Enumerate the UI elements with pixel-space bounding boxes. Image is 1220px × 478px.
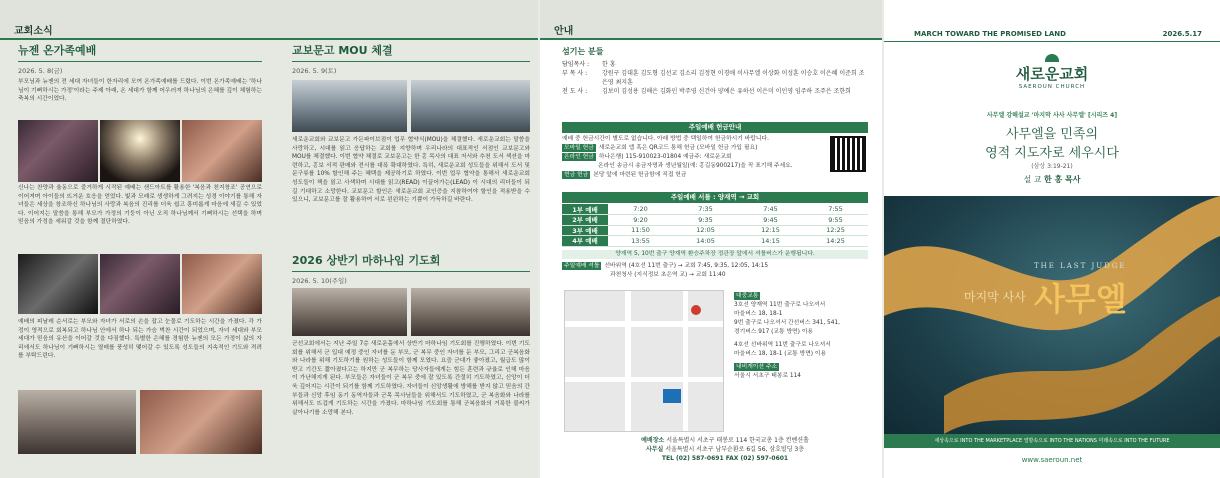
weekday-shuttle: 주일예배 셔틀 선바위역 (4호선 11번 출구) → 교회 7:45, 9:35, 12:05, 14:15 과천청사 (지식정보 초은역 교) → 교회 11:40 <box>564 263 769 278</box>
shuttle-time: 9:35 <box>673 215 738 226</box>
nav-tag: 내비게이션 주소 <box>736 364 778 370</box>
shuttle-time: 11:50 <box>608 225 673 236</box>
station-marker-icon <box>691 305 701 315</box>
sermon-series: 사무엘 강해설교 '마지막 사사 사무엘' [시리즈 4] <box>986 112 1118 119</box>
news-column-2 <box>292 42 530 78</box>
shuttle-row <box>562 236 868 247</box>
transit-tag: 대중교통 <box>736 293 759 299</box>
article-paragraph: 군선교회에서는 지난 주일 7층 새로운홀에서 상반기 마하나임 기도회를 진행하였다. 이번 기도회를 위해서 군 입대 예정 중인 자녀를 둔 부모, 군 복무 중인 자녀를 둔 부모, 그리고 군복음화와 나라를 위해 기도하기를 원하는 성도들이 함께 모였다. 요즘 군대가 좋아졌고, 월급도 많이 받고 기간도 짧아졌다고는 하지만 군 복무하는 당사자들에게는 힘든 훈련과 규율로 인해 마음이 가난해지게 된다. 부모들은 자녀들이 군 복무 중에 잘 있도록 간절히 기도하였고, 신앙이 더욱 깊어지는 시간이 되기를 함께 기도하였다. 자녀들이 신앙생활에 방해를 받지 않고 믿음의 간부들과 신앙 후임 동기 동역자들과 군목 목사님들을 위해서도 기도하였고, 군 복음화와 나라를 위해서도 뜨겁게 기도하는 시간을 가졌다. 마하나임 기도회를 통해 군복음화의 거룩한 불씨가 살아나기를 소망해 본다. <box>292 341 530 416</box>
church-logo <box>884 54 1220 90</box>
service-name: 4부 예배 <box>562 236 608 247</box>
congregation-photo <box>18 390 136 454</box>
shuttle-time: 9:45 <box>738 215 803 226</box>
offering-bar: 주일예배 헌금안내 <box>562 122 868 133</box>
cover-slogan: MARCH TOWARD THE PROMISED LAND <box>914 30 1066 38</box>
band-eng-title: THE LAST JUDGE <box>1034 262 1127 270</box>
shuttle-time: 14:05 <box>673 236 738 247</box>
sermon-title-2: 영적 지도자로 세우시다 <box>985 146 1119 161</box>
shuttle-time: 12:05 <box>673 225 738 236</box>
church-eng-name: SAEROUN CHURCH <box>1018 84 1086 90</box>
band-main-title: 사무엘 <box>1034 280 1127 318</box>
news-page <box>0 0 538 478</box>
contact-numbers: TEL (02) 587-0691 FAX (02) 597-0601 <box>661 455 789 462</box>
sermon-title-1: 사무엘을 민족의 <box>1005 127 1099 142</box>
service-name: 2부 예배 <box>562 215 608 226</box>
shuttle-row <box>562 215 868 226</box>
info-header: 안내 <box>554 26 574 37</box>
shuttle-time: 14:25 <box>803 236 868 247</box>
church-location-icon <box>663 389 681 403</box>
article-paragraph: 예배의 피날레 순서로는 부모와 자녀가 서로의 손을 잡고 눈물로 기도하는 시간을 가졌다. 각 가정이 영적으로 회복되고 하나님 안에서 하나 되는 가슴 벅찬 시간이 되었으며, 자녀 세대와 부모 세대가 믿음의 유산을 이어갈 것을 다짐했다. 특별한 은혜를 경험한 뉴젠의 모든 가정이 삶의 자리에서도 하나님이 기뻐하시는 열매를 풍성히 맺어갈 수 있도록 성도들의 지속적인 기도와 격려를 부탁드린다. <box>18 319 262 360</box>
article-paragraph: 신나는 찬양과 율동으로 즐거하게 시작된 예배는 샌드아트를 활용한 '복음과 천지창조' 공연으로 이어져며 아이들의 뜨거운 호응을 얻었다. 빛과 모래로 생생하게 그려지는 성경 이야기를 통해 자녀들은 세상을 창조하신 하나님의 사랑과 복음의 진리를 더욱 쉽고 흥미롭게 마음에 새길 수 있었다. 이어지는 말씀을 통해 부모가 가정의 기둥이 아닌 오직 하나님께서 기뻐하시는 선택을 하며 믿음의 가정을 세워갈 것을 함께 결단하였다. <box>18 185 262 226</box>
mou-signing-photo <box>292 80 407 132</box>
article-title: 뉴젠 온가족예배 <box>18 42 262 62</box>
staff-row: 담임목사 : 한 홍 <box>562 61 616 68</box>
shuttle-time: 14:15 <box>738 236 803 247</box>
info-header-bar <box>540 0 882 40</box>
info-page <box>540 0 882 478</box>
shuttle-time: 7:20 <box>608 204 673 215</box>
article-date: 2026. 5. 9(토) <box>292 67 337 75</box>
cover-mission: 세상속으로 INTO THE MARKETPLACE 열방속으로 INTO THE NATIONS 미래속으로 INTO THE FUTURE <box>934 438 1170 444</box>
shuttle-time: 7:55 <box>803 204 868 215</box>
staff-row: 전 도 사 : 김보미 김성용 김해은 김화인 박주영 신건아 양예은 유하선 이은미 이인영 임주하 조주은 조한희 <box>562 88 851 95</box>
cover-top-bar <box>884 28 1220 42</box>
shuttle-time: 9:55 <box>803 215 868 226</box>
shuttle-time: 7:35 <box>673 204 738 215</box>
sand-art-cross-photo <box>18 254 98 314</box>
online-offering-tag: 온라인 헌금 <box>564 154 594 160</box>
cash-offering-tag: 현금 헌금 <box>564 172 589 178</box>
qr-code-icon[interactable] <box>830 136 866 172</box>
shuttle-time: 12:25 <box>803 225 868 236</box>
family-prayer-photo <box>182 254 262 314</box>
shuttle-time: 12:15 <box>738 225 803 236</box>
staff-title: 섬기는 분들 <box>562 47 604 56</box>
cover-page <box>884 0 1220 478</box>
hug-photo <box>140 390 262 454</box>
staff-section <box>562 46 868 96</box>
family-worship-photo <box>18 120 98 182</box>
news-column-2b <box>292 252 530 288</box>
shuttle-bar: 주일예배 서틀 : 양재역 → 교회 <box>562 192 868 203</box>
shuttle-time: 7:45 <box>738 204 803 215</box>
website-link[interactable]: www.saeroun.net <box>1021 456 1083 464</box>
location-map[interactable] <box>564 290 724 432</box>
scripture: (삼상 3:19-21) <box>1031 163 1073 170</box>
praise-photo <box>182 120 262 182</box>
service-name: 1부 예배 <box>562 204 608 215</box>
cover-footer-bar <box>884 434 1220 448</box>
mou-group-photo <box>411 80 530 132</box>
offering-intro: 예배 중 헌금시간이 별도로 없습니다. 아래 방법 중 택일하여 헌금하시기 바랍니다. <box>562 136 769 142</box>
prayer-meeting-photo <box>292 288 407 336</box>
article-date: 2026. 5. 8(금) <box>18 67 63 75</box>
article-paragraph: 부모님과 뉴젠의 전 세대 자녀들이 한자리에 모여 온가족예배를 드렸다. 이번 온가족예배는 '하나님이 기뻐하시는 가정'이라는 주제 아래, 온 세대가 함께 어우러져 하나님의 은혜를 깊이 체험하는 축복의 시간이었다. <box>18 79 262 103</box>
shuttle-row <box>562 225 868 236</box>
shuttle-tag: 주일예배 셔틀 <box>564 263 600 269</box>
cover-artwork <box>884 196 1220 434</box>
prayer-photo <box>100 254 180 314</box>
shuttle-table <box>562 204 868 247</box>
transit-section: 대중교통 3호선 양재역 11번 출구로 나오셔서 마을버스 18, 18-1 9번 출구로 나오셔서 간선버스 341, 541, 경기버스 917 (교통 방면) 이용 4호선 선바위역 11번 출구로 나오셔서 마을버스 18, 18-1 (교통 방면) 이용 내비게이션 주소 서울시 서초구 태봉로 114 <box>734 293 840 379</box>
preacher-label: 설 교 <box>1023 175 1042 184</box>
leaf-icon <box>1045 54 1059 62</box>
shuttle-time: 13:55 <box>608 236 673 247</box>
mobile-offering-tag: 모바일 헌금 <box>564 145 594 151</box>
news-header-bar <box>0 0 538 40</box>
band-subtitle: 마지막 사사 <box>964 290 1026 304</box>
news-header: 교회소식 <box>14 26 53 37</box>
service-name: 3부 예배 <box>562 225 608 236</box>
article-title: 2026 상반기 마하나임 기도회 <box>292 252 530 272</box>
sand-art-photo <box>100 120 180 182</box>
offering-section: 예배 중 헌금시간이 별도로 없습니다. 아래 방법 중 택일하여 헌금하시기 바랍니다. 모바일 헌금 새로운교회 앱 혹은 QR코드 통해 헌금 (모바일 헌금 가입 필요) 온라인 헌금 하나은행) 115-910023-01804 예금주: 새로운교회 온라인 송금시 송금자명과 생년월일(예: 홍길동900217)을 꼭 표기해 주세요. 현금 헌금 본당 앞에 마련된 헌금함에 직접 헌금 <box>562 135 822 180</box>
news-column-1 <box>18 42 262 112</box>
article-paragraph: 새로운교회와 교보문고 가든파이브점이 업무 협약식(MOU)을 체결했다. 새로운교회는 말씀을 사랑하고, 시대를 읽고 응답하는 교회를 지향하며 우리나라의 대표적인 서점인 교보문고와 MOU를 체결했다. 이번 협약 체결로 교보문고는 한 홍 목사의 대표 저서와 추천 도서 섹션을 마련하고, 홍보 서적 판매와 전시를 대폭 확대하였다. 특히, 새로운교회 성도들을 위해서 도서 및 문구류를 10% 할인해 주는 혜택을 제공하기로 하였다. 이번 업무 협약을 통해서 새로운교회 성도들이 책을 읽고 사색하며 시대를 읽고(READ) 이끌어가는(LEAD) 이 시대의 리더들이 되길 기대하고 소망한다. 교보문고 할인은 새로운교회 교인증을 지참하여야 할인을 적용받을 수 있으니, 교보문고를 잘 활용하여 서로 윈윈하는 기쁨이 가득하길 바란다. <box>292 137 530 204</box>
shuttle-row <box>562 204 868 215</box>
shuttle-time: 9:20 <box>608 215 673 226</box>
preacher-name: 한 홍 목사 <box>1044 175 1081 184</box>
address-footer: 예배장소 서울특별시 서초구 태봉로 114 한국교총 1층 컨벤션홀 사무실 서울특별시 서초구 남부순환로 6길 56, 삼호빌딩 3층 TEL (02) 587-0691 FAX (02) 597-0601 <box>580 436 870 463</box>
article-title: 교보문고 MOU 체결 <box>292 42 530 62</box>
sermon-block <box>884 110 1220 185</box>
staff-row: 부 목 사 : 강원구 김대훈 김도형 김선교 김소리 김정현 이경애 이사무엘 이상화 이성훈 이승호 이은혜 이준희 조은영 최지훈 <box>562 70 865 86</box>
cover-date: 2026.5.17 <box>1162 30 1202 38</box>
church-name: 새로운교회 <box>1015 65 1089 83</box>
prayer-group-photo <box>411 288 530 336</box>
shuttle-note: 양재역 5, 10번 출구 양재역 환승주차장 정관장 앞에서 셔틀버스가 운행됩니다. <box>562 250 868 259</box>
article-date: 2026. 5. 10(주일) <box>292 277 347 285</box>
